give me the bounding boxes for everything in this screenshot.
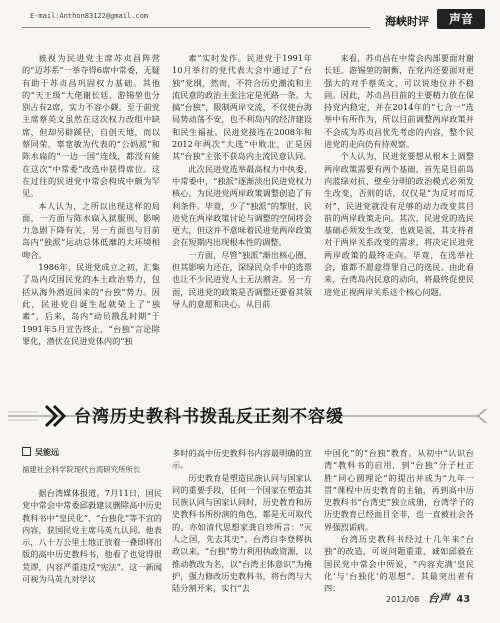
paragraph: 一方面，尽管“独派”渐出核心圈，但其影响力还在，深绿民众手中的选票也让不少民进党人士无法割舍。另一方面，民进党的政策是否调整还要看其领导人的意愿和决心。从目前 [172,249,312,309]
author-block [22,447,162,475]
author-affiliation: 福建社会科学院现代台湾研究所所长 [22,465,141,474]
paragraph: 历史教育是塑造民族认同与国家认同的重要手段，任何一个国家在塑造其民族认同与国家认同时，历史教育和历史教科书所扮演的角色，都是无可取代的。亦如清代思想家龚自珍所言：“灭人之国，先去其史”。台湾自李登辉执政以来，“台独”势力利用执政资源，以推动教改为名，以“台湾主体意识”为掩护，强力修改历史教科书，将台湾与大陆分割开来，实行“去 [172,472,312,594]
paragraph: 来看，苏贞昌在中常会内部要面对谢长廷、游锡堃的制衡，在党内还要面对更强大的对手蔡英文，可以说地位并不稳固。因此，苏贞昌目前的主要精力放在保持党内稳定，并在2014年的“七合一”选举中有所作为，所以目前调整两岸政策并不会成为苏贞昌优先考虑的内容，整个民进党的走向仍有待观察。 [324,53,474,150]
top-column-1 [22,52,160,387]
paragraph: 本人认为，之所以出现这样的局面，一方面与陈水扁入狱服刑、影响力急剧下降有关，另一方面也与目前岛内“独派”运动总体低靡的大环境相吻合。 [22,200,160,260]
magazine-logo: 台声 [427,592,450,605]
page-footer [386,590,470,606]
paragraph: 1986年，民进党成立之初，汇集了岛内反国民党的本土政治势力，包括从海外潜返回来的“台独”势力。因此，民进党自诞生起就染上了“独素”，后来，岛内“动员戡乱时期”于1991年5月宣告终止，“台独”言论除罪化，潜伏在民进党体内的“独 [22,262,160,346]
article-headline: 台湾历史教科书拨乱反正刻不容缓 [74,407,344,427]
paragraph: 个人认为，民进党要想从根本上调整两岸政策需要有两个基础，首先是目前岛内蓝绿对抗、壁垒分明的政治模式必须发生改变，否则的话，仅仅是“为反对而反对”，民进党就没有足够的动力改变其目前的两岸政策走向。其次，民进党的选民基础必须发生改变，也就是说，其支持者对于两岸关系改变的需求，将决定民进党两岸政策的最终走向。毕竟，在选举社会，谁都不愿意得罪自己的选民。由此看来，台湾岛内民意的动向，将最终促使民进党正视两岸关系这个核心问题。 [324,151,474,297]
paragraph: 被视为民进党主席苏贞昌阵营的“迈苏系”一举夺得6席中常委，无疑有助于苏贞昌巩固权力基础。其他的“天王级”大佬谢长廷、游锡堃也分别占有2席，实力不容小觑。至于前党主席蔡英文虽然在这次权力改组中缺席，但却另辟蹊径，自创天地，而以蔡同荣、辜宽敏为代表的“公妈派”和陈水扁的“一边一国”连线，都没有能在这次“中常委”改选中获得席位。这在过往的民进党中常会构成中颇为罕见。 [22,53,160,199]
paragraph: 此次民进党选举最高权力中执委、中常委中，“独派”逐渐淡出民进党权力核心，为民进党两岸政策调整创造了有利条件。毕竟，少了“独派”的掣肘，民进党在两岸政策讨论与调整的空间将会更大，但这并不意味着民进党两岸政策会在短期内出现根本性的调整。 [172,163,312,248]
contact-email: E-mail:Anthon83122@gmail.com [30,12,149,20]
article-column-1 [22,487,162,607]
section-tag: 声音 [437,9,485,29]
author-marker-icon [22,447,31,456]
paragraph: 素”实时发作。民进党于1991年10月举行的党代表大会中通过了“台独”党纲，然而，不符合历史潮流和主流民意的政治主张注定是死路一条。大搞“台独”，限制两岸交流，不仅使台海局势动荡不安，也不利岛内的经济建设和民生福祉。民进党接连在2008年和2012年两次“大选”中败北，正是因其“台独”主张不获岛内主流民意认同。 [172,53,312,162]
author-name: 吴能远 [35,448,59,457]
page-number: 43 [456,594,471,605]
paragraph: 多时的高中历史教科书内容最明确的宣示。 [172,448,312,471]
top-column-3 [324,52,474,387]
paragraph: 台湾历史教科书经过十几年来“台独”的改造，可说问题重重，诚如邱毅在国民党中常会中所说，“内容充满‘皇民化’与‘台独化’的思想”。其最突出者有四： [324,534,474,594]
header-rule [22,27,370,28]
page-header [0,0,500,34]
double-arrow-icon [40,401,70,431]
column-name: 海峡时评 [385,15,429,28]
top-column-2 [172,52,312,387]
issue-date: 2012/08 [386,595,420,604]
article-column-3 [324,447,474,594]
article-column-2 [172,447,312,607]
paragraph: 据台湾媒体报道，7月11日，国民党中常会中常委邱毅建议删除高中历史教科书中“皇民化”、“台独化”等不宜的内容，获国民党主席马英九认同。他表示，八十万公里土地正放着一叠即将出版的高中历史教科书，他看了也觉得很荒谬，内容严重违反“宪法”。这一新闻可视为马英九对学议 [22,488,162,585]
headline-banner [8,395,493,437]
paragraph: 中国化”的“台独”教育。从初中“认识台湾”教科书的启用，到“台独”分子杜正胜“同心圆理论”的提出并成为“九年一贯”课程中历史教育的主轴，再到高中历史教科书“台湾史”独立成册，台湾学子的历史教育已经面目全非，也一直被社会各界强烈诟病。 [324,448,474,532]
